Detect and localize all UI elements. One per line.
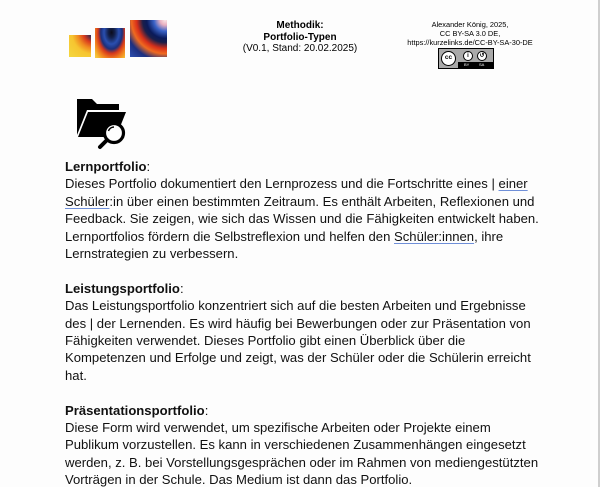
section-leistungsportfolio bbox=[65, 280, 540, 384]
version-line: (V0.1, Stand: 20.02.2025) bbox=[242, 43, 358, 54]
spellcheck-underlined-text: einer Schüler bbox=[65, 176, 528, 209]
attribution-person-icon: i bbox=[463, 51, 473, 61]
section-paragraph: Das Leistungsportfolio konzentriert sich auf die besten Arbeiten und Ergebnisse des | der Lernenden. Es wird häufig bei Bewerbungen oder zur Präsentation von Fähigkeiten verwendet. Dieses Portfolio gibt einen Überblick über die Kompetenzen und Erfolge und zeigt, was der Schüler oder die Schülerin erreicht hat. bbox=[65, 298, 531, 383]
title-line-2: Portfolio-Typen bbox=[263, 31, 337, 43]
section-praesentationsportfolio bbox=[65, 402, 540, 487]
logo-square-large bbox=[130, 20, 167, 57]
share-alike-icon: ↺ bbox=[477, 51, 487, 61]
title-line-1: Methodik: bbox=[276, 20, 324, 31]
author-line: Alexander König, 2025, bbox=[431, 20, 509, 29]
by-label: BY bbox=[464, 62, 470, 67]
heading-colon: : bbox=[179, 280, 184, 296]
section-heading: Lernportfolio bbox=[65, 159, 147, 174]
license-url: https://kurzelinks.de/CC-BY-SA-30-DE bbox=[407, 38, 533, 47]
folder-search-icon bbox=[75, 95, 131, 151]
section-heading: Leistungsportfolio bbox=[65, 280, 180, 296]
colorful-squares-logo-icon bbox=[69, 20, 169, 60]
cc-icon: cc bbox=[441, 51, 456, 66]
spellcheck-underlined-text: Schüler:innen bbox=[394, 228, 475, 244]
license-info bbox=[390, 20, 550, 47]
section-lernportfolio bbox=[65, 158, 540, 262]
paragraph-text: Dieses Portfolio dokumentiert den Lernprozess und die Fortschritte eines | bbox=[65, 176, 499, 192]
logo-square-medium bbox=[95, 28, 125, 58]
section-paragraph bbox=[65, 175, 540, 262]
document-header-title bbox=[220, 20, 380, 55]
section-heading: Präsentationsportfolio bbox=[65, 402, 205, 418]
heading-colon: : bbox=[146, 159, 151, 174]
paragraph-text: , ihre Lernstrategien zu verbessern. bbox=[65, 228, 504, 262]
document-body bbox=[65, 158, 540, 487]
badge-label-strip bbox=[458, 62, 493, 68]
cc-by-sa-badge-icon bbox=[438, 48, 494, 69]
logo-square-small bbox=[69, 35, 91, 57]
section-paragraph: Diese Form wird verwendet, um spezifische Arbeiten oder Projekte einem Publikum vorzustellen. Es kann in verschiedenen Zusammenhängen eingesetzt werden, z. B. bei Vorstellungsgesprächen oder im Rahmen von mediengestützten Vorträgen in der Schule. Das Medium ist dann das Portfolio. bbox=[65, 420, 539, 487]
sa-label: SA bbox=[479, 62, 485, 67]
paragraph-text: :in über einen bestimmten Zeitraum. Es enthält Arbeiten, Reflexionen und Feedback. Sie zeigen, wie sich das Wissen und die Fähigkeiten entwickelt haben. Lernportfolios fördern die Selbstreflexion und helfen den bbox=[65, 193, 539, 244]
license-line: CC BY-SA 3.0 DE, bbox=[439, 29, 501, 38]
heading-colon: : bbox=[204, 402, 209, 418]
